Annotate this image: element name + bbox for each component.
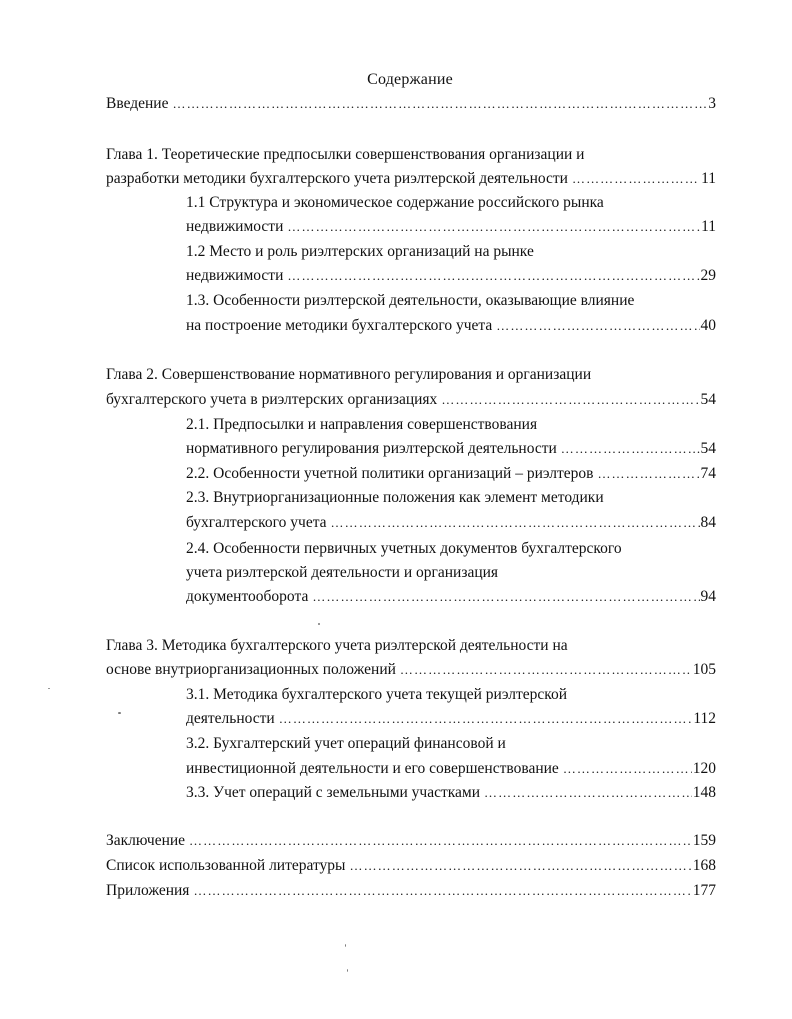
toc-entry-bibliography	[106, 855, 716, 879]
toc-page-number: 112	[693, 710, 716, 727]
toc-entry-chapter-1	[106, 168, 716, 192]
toc-entry-section-2-2	[186, 463, 716, 487]
toc-leader-dots	[349, 855, 691, 877]
toc-page-number: 168	[692, 857, 716, 874]
section-1-2-heading: 1.2 Место и роль риэлтерских организаций на рынке	[186, 243, 534, 260]
toc-page-number: 11	[701, 170, 716, 187]
toc-leader-dots	[484, 782, 692, 804]
toc-leader-dots	[279, 708, 693, 730]
toc-entry-label: Приложения	[106, 882, 190, 899]
toc-entry-label: основе внутриорганизационных положений	[106, 661, 396, 678]
section-3-1-heading: 3.1. Методика бухгалтерского учета текущей риэлтерской	[186, 686, 568, 703]
scan-speck	[48, 688, 50, 689]
toc-entry-label: Заключение	[106, 832, 186, 849]
toc-entry-label: разработки методики бухгалтерского учета риэлтерской деятельности	[106, 170, 568, 187]
toc-leader-dots	[400, 659, 692, 681]
toc-page-number: 40	[700, 317, 716, 334]
toc-leader-dots	[193, 880, 691, 902]
toc-leader-dots	[563, 758, 692, 780]
toc-leader-dots	[189, 830, 692, 852]
scan-speck	[118, 712, 121, 714]
toc-leader-dots	[287, 265, 699, 287]
toc-entry-chapter-2	[106, 389, 716, 413]
toc-entry-label: недвижимости	[186, 267, 284, 284]
scan-speck	[345, 944, 346, 947]
toc-entry-section-2-3	[186, 512, 716, 536]
toc-leader-dots	[287, 216, 700, 238]
toc-page-number: 54	[700, 391, 716, 408]
toc-page-number: 54	[700, 440, 716, 457]
toc-entry-chapter-3	[106, 659, 716, 683]
toc-page-number: 94	[700, 588, 716, 605]
toc-entry-intro	[106, 93, 716, 117]
toc-entry-section-2-1	[186, 438, 716, 462]
section-2-4-heading: 2.4. Особенности первичных учетных документов бухгалтерского	[186, 540, 622, 557]
toc-entry-section-1-1	[186, 216, 716, 240]
section-1-3-heading: 1.3. Особенности риэлтерской деятельности, оказывающие влияние	[186, 292, 635, 309]
toc-entry-label: недвижимости	[186, 218, 284, 235]
toc-entry-label: 3.3. Учет операций с земельными участками	[186, 784, 481, 801]
toc-entry-appendices	[106, 880, 716, 904]
section-3-2-heading: 3.2. Бухгалтерский учет операций финансовой и	[186, 735, 506, 752]
toc-entry-section-3-3	[186, 782, 716, 806]
toc-entry-label: Введение	[106, 95, 169, 112]
toc-page-number: 177	[692, 882, 716, 899]
section-1-1-heading: 1.1 Структура и экономическое содержание российского рынка	[186, 194, 604, 211]
toc-leader-dots	[597, 463, 699, 485]
toc-page-number: 3	[708, 95, 716, 112]
toc-page-number: 74	[700, 465, 716, 482]
section-2-1-heading: 2.1. Предпосылки и направления совершенствования	[186, 416, 538, 433]
toc-leader-dots	[331, 512, 700, 534]
toc-leader-dots	[496, 315, 699, 337]
toc-entry-label: бухгалтерского учета	[186, 514, 327, 531]
toc-entry-section-3-2	[186, 758, 716, 782]
toc-leader-dots	[572, 168, 700, 190]
toc-entry-conclusion	[106, 830, 716, 854]
toc-leader-dots	[172, 93, 707, 115]
toc-leader-dots	[312, 586, 699, 608]
toc-entry-label: бухгалтерского учета в риэлтерских организациях	[106, 391, 438, 408]
section-2-4-heading-cont: учета риэлтерской деятельности и организация	[186, 564, 499, 581]
toc-page-number: 120	[692, 760, 716, 777]
toc-entry-section-3-1	[186, 708, 716, 732]
toc-entry-section-1-3	[186, 315, 716, 339]
section-2-3-heading: 2.3. Внутриорганизационные положения как элемент методики	[186, 489, 604, 506]
toc-entry-label: на построение методики бухгалтерского учета	[186, 317, 493, 334]
toc-leader-dots	[441, 389, 699, 411]
chapter-1-heading: Глава 1. Теоретические предпосылки совершенствования организации и	[106, 146, 585, 163]
toc-entry-label: деятельности	[186, 710, 275, 727]
toc-entry-label: нормативного регулирования риэлтерской деятельности	[186, 440, 557, 457]
toc-entry-label: инвестиционной деятельности и его совершенствование	[186, 760, 559, 777]
toc-page-number: 11	[701, 218, 716, 235]
toc-entry-label: 2.2. Особенности учетной политики организаций – риэлтеров	[186, 465, 594, 482]
toc-entry-section-2-4	[186, 586, 716, 610]
page-title: Содержание	[367, 71, 453, 88]
chapter-2-heading: Глава 2. Совершенствование нормативного регулирования и организации	[106, 366, 592, 383]
toc-entry-section-1-2	[186, 265, 716, 289]
toc-page-number: 84	[700, 514, 716, 531]
toc-page-number: 148	[692, 784, 716, 801]
scan-speck	[318, 623, 320, 625]
toc-entry-label: документооборота	[186, 588, 309, 605]
toc-entry-label: Список использованной литературы	[106, 857, 346, 874]
scan-speck	[347, 969, 348, 972]
toc-leader-dots	[561, 438, 700, 460]
toc-page-number: 159	[692, 832, 716, 849]
chapter-3-heading: Глава 3. Методика бухгалтерского учета риэлтерской деятельности на	[106, 637, 568, 654]
toc-page-number: 105	[692, 661, 716, 678]
toc-page-number: 29	[700, 267, 716, 284]
